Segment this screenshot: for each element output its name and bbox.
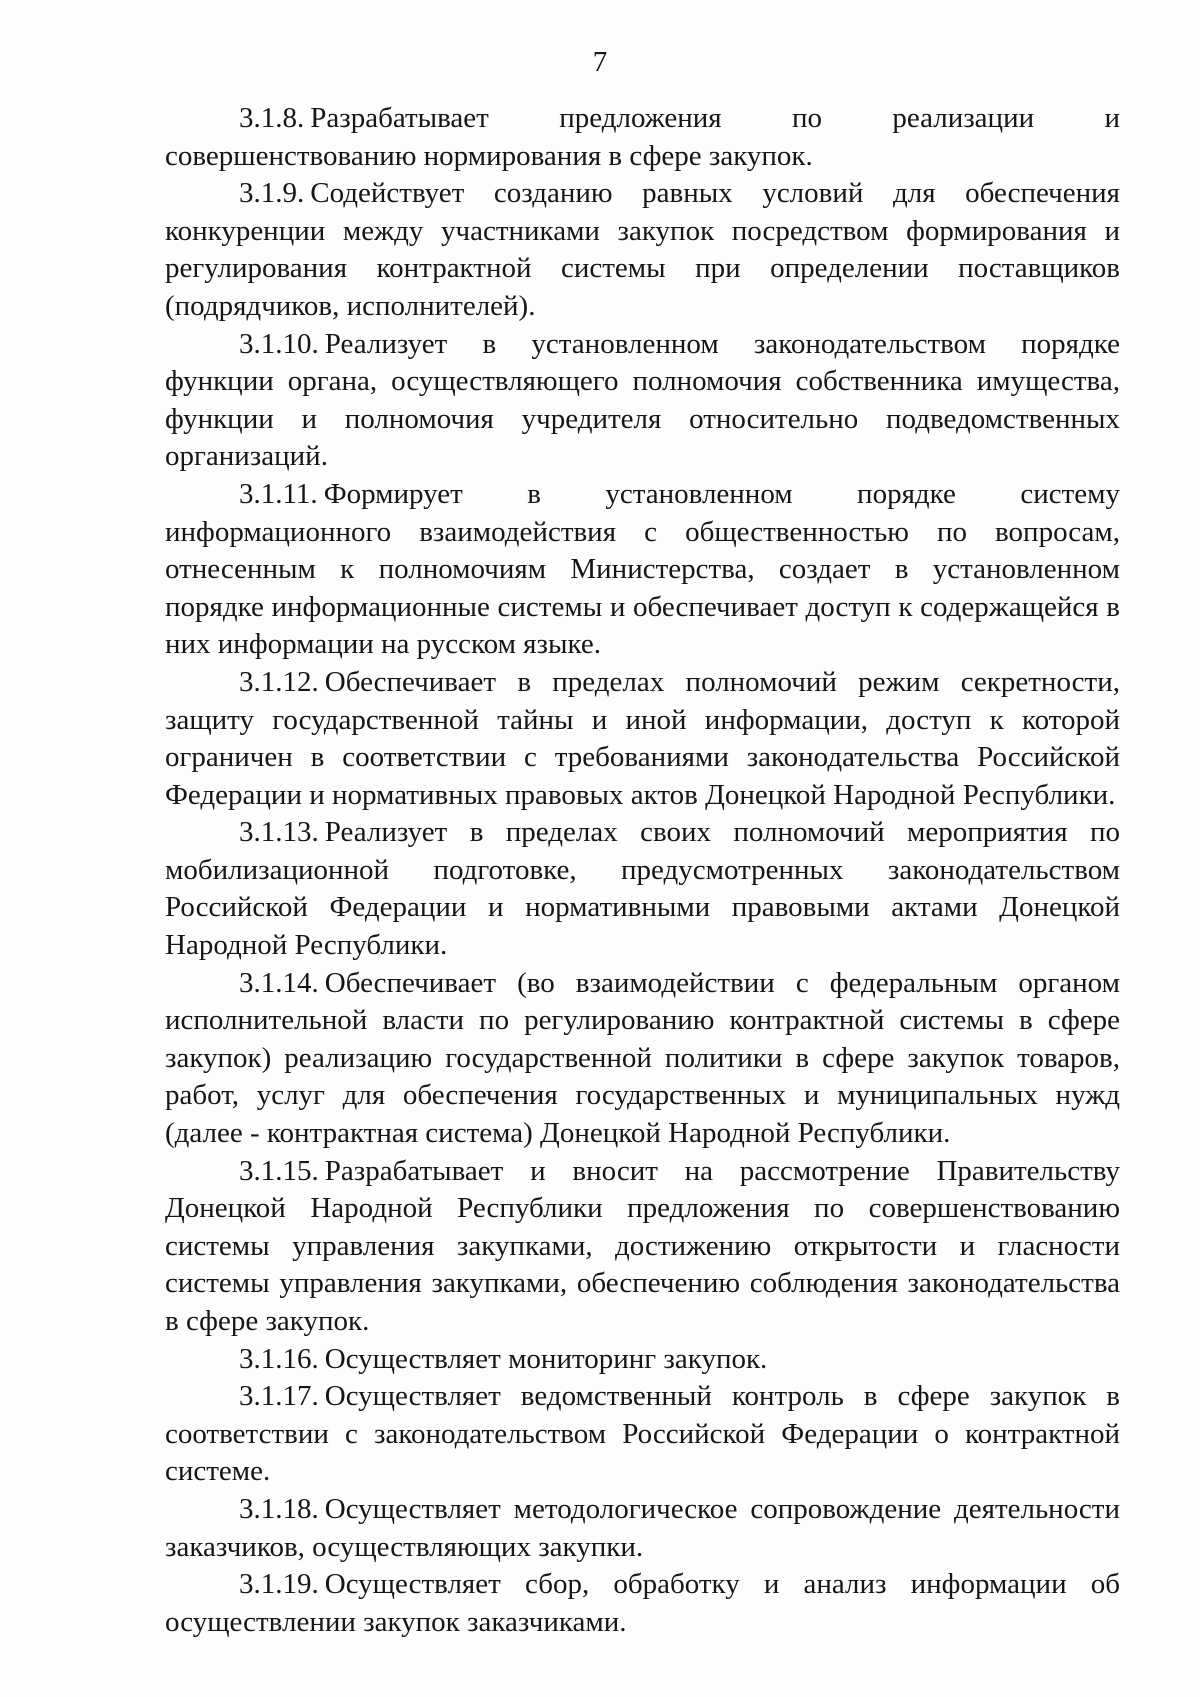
page-number: 7: [592, 46, 608, 78]
paragraph-number: 3.1.11.: [239, 477, 318, 510]
paragraph-number: 3.1.17.: [239, 1380, 319, 1413]
paragraph-text: Формирует в установленном порядке систему информационного взаимодействия с общественностью по вопросам, отнесенным к полномочиям Министерства, создает в установленном порядке информационные системы и обеспечивает доступ к содержащейся в них информации на русском языке.: [165, 477, 1120, 661]
paragraph-text: Осуществляет методологическое сопровождение деятельности заказчиков, осуществляющих закупки.: [165, 1492, 1120, 1563]
paragraph-text: Разрабатывает и вносит на рассмотрение Правительству Донецкой Народной Республики предложения по совершенствованию системы управления закупками, достижению открытости и гласности системы управления закупками, обеспечению соблюдения законодательства в сфере закупок.: [165, 1154, 1120, 1337]
paragraph-number: 3.1.15.: [239, 1154, 319, 1187]
paragraph-3-1-10: [165, 326, 1120, 476]
paragraph-3-1-15: [165, 1153, 1120, 1341]
paragraph-text: Осуществляет мониторинг закупок.: [324, 1342, 768, 1375]
paragraph-number: 3.1.14.: [239, 966, 319, 999]
paragraph-text: Разрабатывает предложения по реализации и совершенствованию нормирования в сфере закупок.: [165, 102, 1120, 172]
paragraph-number: 3.1.9.: [239, 177, 305, 210]
paragraph-number: 3.1.12.: [239, 665, 319, 698]
paragraph-number: 3.1.13.: [239, 816, 319, 849]
paragraph-3-1-14: [165, 965, 1120, 1153]
paragraph-number: 3.1.10.: [239, 327, 319, 360]
paragraph-number: 3.1.19.: [239, 1568, 319, 1601]
paragraph-3-1-18: [165, 1491, 1120, 1566]
document-body: [165, 100, 1120, 1641]
paragraph-text: Содействует созданию равных условий для обеспечения конкуренции между участниками закупок посредством формирования и регулирования контрактной системы при определении поставщиков (подрядчиков, исполнителей).: [165, 177, 1120, 322]
paragraph-text: Осуществляет сбор, обработку и анализ информации об осуществлении закупок заказчиками.: [165, 1568, 1120, 1638]
paragraph-number: 3.1.18.: [239, 1492, 319, 1525]
paragraph-text: Обеспечивает (во взаимодействии с федеральным органом исполнительной власти по регулированию контрактной системы в сфере закупок) реализацию государственной политики в сфере закупок товаров, работ, услуг для обеспечения государственных и муниципальных нужд (далее - контрактная система) Донецкой Народной Республики.: [165, 966, 1120, 1150]
paragraph-text: Осуществляет ведомственный контроль в сфере закупок в соответствии с законодательством Российской Федерации о контрактной системе.: [165, 1380, 1120, 1488]
paragraph-3-1-17: [165, 1378, 1120, 1491]
paragraph-3-1-9: [165, 175, 1120, 325]
paragraph-3-1-16: [165, 1341, 1120, 1379]
paragraph-text: Реализует в пределах своих полномочий мероприятия по мобилизационной подготовке, предусмотренных законодательством Российской Федерации и нормативными правовыми актами Донецкой Народной Республики.: [165, 816, 1120, 962]
paragraph-text: Реализует в установленном законодательством порядке функции органа, осуществляющего полномочия собственника имущества, функции и полномочия учредителя относительно подведомственных организаций.: [165, 327, 1120, 473]
paragraph-3-1-11: [165, 476, 1120, 664]
paragraph-text: Обеспечивает в пределах полномочий режим секретности, защиту государственной тайны и иной информации, доступ к которой ограничен в соответствии с требованиями законодательства Российской Федерации и нормативных правовых актов Донецкой Народной Республики.: [165, 665, 1120, 811]
paragraph-3-1-13: [165, 814, 1120, 964]
paragraph-number: 3.1.8.: [239, 102, 305, 134]
paragraph-3-1-8: [165, 100, 1120, 175]
paragraph-number: 3.1.16.: [239, 1342, 319, 1375]
paragraph-3-1-12: [165, 664, 1120, 814]
paragraph-3-1-19: [165, 1566, 1120, 1641]
